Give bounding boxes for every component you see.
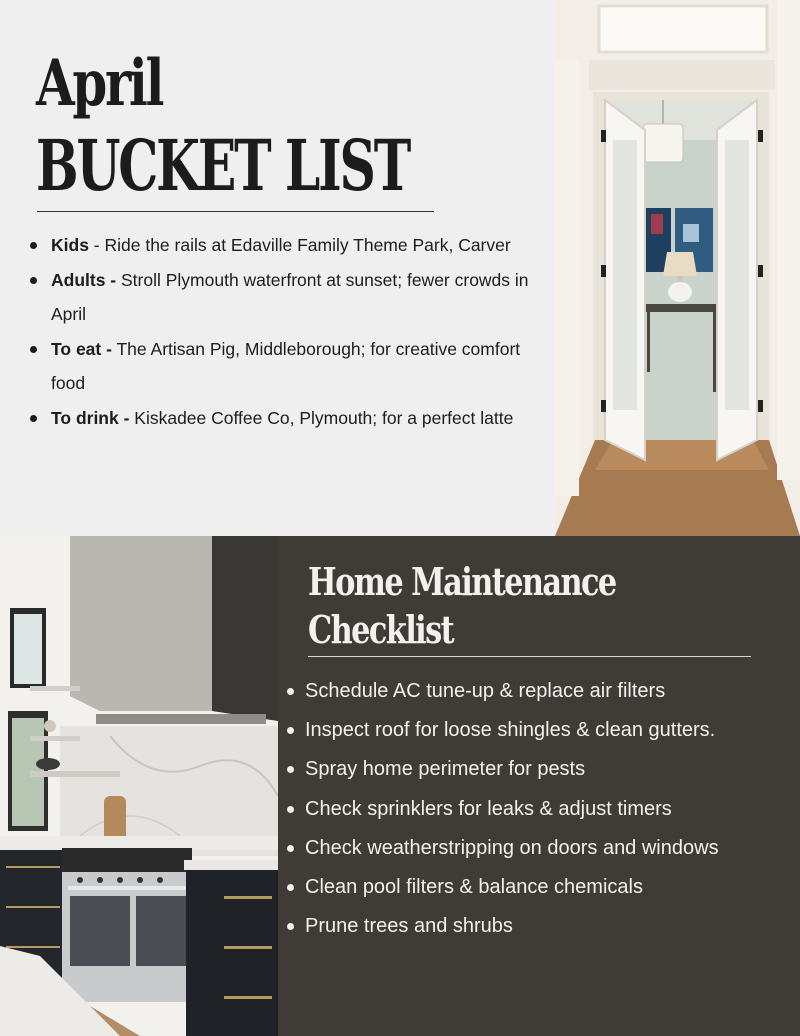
bucket-list-title: BUCKET LIST bbox=[36, 124, 410, 207]
hallway-illustration bbox=[555, 0, 800, 536]
bucket-list-title-month: April bbox=[36, 46, 163, 121]
maintenance-title: Home Maintenance bbox=[308, 559, 616, 604]
kitchen-photo bbox=[0, 536, 278, 1036]
bucket-item-lead: Kids bbox=[51, 235, 89, 255]
bucket-item-kids bbox=[51, 228, 541, 263]
maintenance-divider bbox=[308, 656, 751, 657]
bucket-list-panel bbox=[0, 0, 555, 536]
maintenance-item: Check weatherstripping on doors and windows bbox=[305, 829, 785, 868]
maintenance-panel bbox=[278, 536, 800, 1036]
maintenance-item: Spray home perimeter for pests bbox=[305, 750, 785, 789]
maintenance-item: Clean pool filters & balance chemicals bbox=[305, 868, 785, 907]
bucket-list-items bbox=[51, 228, 541, 435]
bucket-item-lead: To eat - bbox=[51, 338, 112, 359]
maintenance-subtitle: Checklist bbox=[308, 607, 454, 652]
maintenance-item: Inspect roof for loose shingles & clean gutters. bbox=[305, 711, 785, 750]
bucket-item-text: The Artisan Pig, Middleborough; for creative comfort food bbox=[51, 338, 521, 393]
bucket-list-divider bbox=[37, 211, 434, 212]
kitchen-illustration bbox=[0, 536, 278, 1036]
hallway-photo bbox=[555, 0, 800, 536]
bucket-item-adults bbox=[51, 263, 541, 332]
bucket-item-to-eat bbox=[51, 332, 541, 401]
maintenance-items bbox=[305, 672, 785, 946]
maintenance-item: Check sprinklers for leaks & adjust timers bbox=[305, 790, 785, 829]
bucket-item-text: - Ride the rails at Edaville Family Theme Park, Carver bbox=[88, 235, 511, 255]
bucket-item-to-drink bbox=[51, 401, 541, 436]
bucket-item-text: Stroll Plymouth waterfront at sunset; fewer crowds in April bbox=[51, 269, 529, 324]
bucket-item-text: Kiskadee Coffee Co, Plymouth; for a perfect latte bbox=[129, 407, 514, 428]
maintenance-item: Prune trees and shrubs bbox=[305, 907, 785, 946]
maintenance-item: Schedule AC tune-up & replace air filters bbox=[305, 672, 785, 711]
bucket-item-lead: Adults - bbox=[51, 269, 117, 290]
bucket-item-lead: To drink - bbox=[51, 407, 130, 428]
